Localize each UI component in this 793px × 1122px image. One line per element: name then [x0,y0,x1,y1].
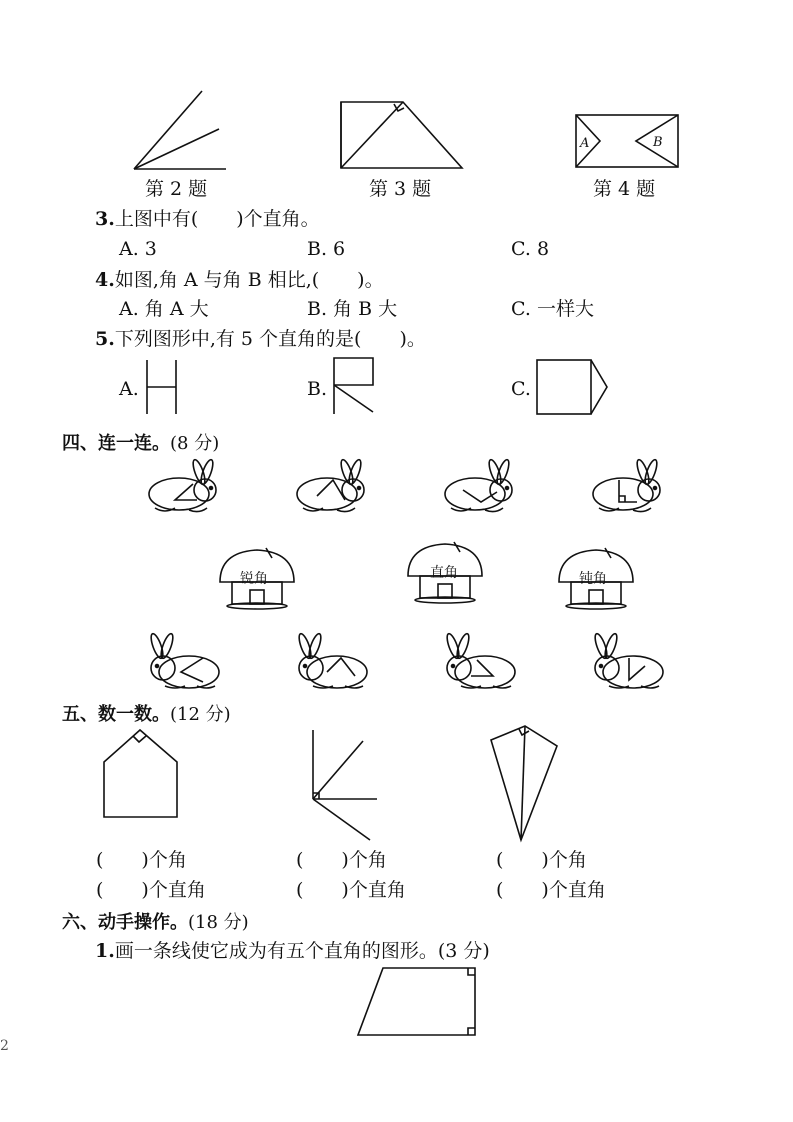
question-number: 5. [95,328,115,350]
house-label: 锐角 [240,571,268,587]
q4-option-b: B. 角 B 大 [307,298,398,320]
q5-option-c: C. [511,378,531,400]
q4-option-c: C. 一样大 [511,298,594,320]
question-text: 如图,角 A 与角 B 相比,( )。 [114,269,384,291]
figure-2-caption: 第 2 题 [145,178,208,200]
count-angles-2[interactable]: ( )个角 [296,849,387,871]
count-right-angles-2[interactable]: ( )个直角 [296,879,406,901]
page-margin-mark: 2 [0,1038,9,1054]
question-text: 画一条线使它成为有五个直角的图形。(3 分) [114,940,490,962]
count-angles-3[interactable]: ( )个角 [496,849,587,871]
section-title-text: 五、数一数。 [62,704,170,725]
angle-a-label: A [580,136,590,151]
question-text: 上图中有( )个直角。 [114,208,320,230]
section-title-text: 四、连一连。 [62,433,170,454]
section-points: (8 分) [170,433,220,454]
count-right-angles-3[interactable]: ( )个直角 [496,879,606,901]
angle-b-label: B [653,135,663,150]
q3-option-a: A. 3 [119,238,157,260]
count-right-angles-1[interactable]: ( )个直角 [96,879,206,901]
question-number: 4. [95,269,115,291]
q5-option-a: A. [119,378,139,400]
figure-4-caption: 第 4 题 [593,178,656,200]
figure-3-caption: 第 3 题 [369,178,432,200]
section-points: (18 分) [188,912,249,933]
house-label: 直角 [430,565,458,581]
q3-option-c: C. 8 [511,238,550,260]
q3-option-b: B. 6 [307,238,346,260]
question-text: 下列图形中,有 5 个直角的是( )。 [114,328,426,350]
section-title-text: 六、动手操作。 [62,912,188,933]
question-number: 1. [95,940,115,962]
section-points: (12 分) [170,704,231,725]
count-angles-1[interactable]: ( )个角 [96,849,187,871]
q5-option-b: B. [307,378,328,400]
q4-option-a: A. 角 A 大 [119,298,209,320]
house-label: 钝角 [579,571,607,587]
question-number: 3. [95,208,115,230]
